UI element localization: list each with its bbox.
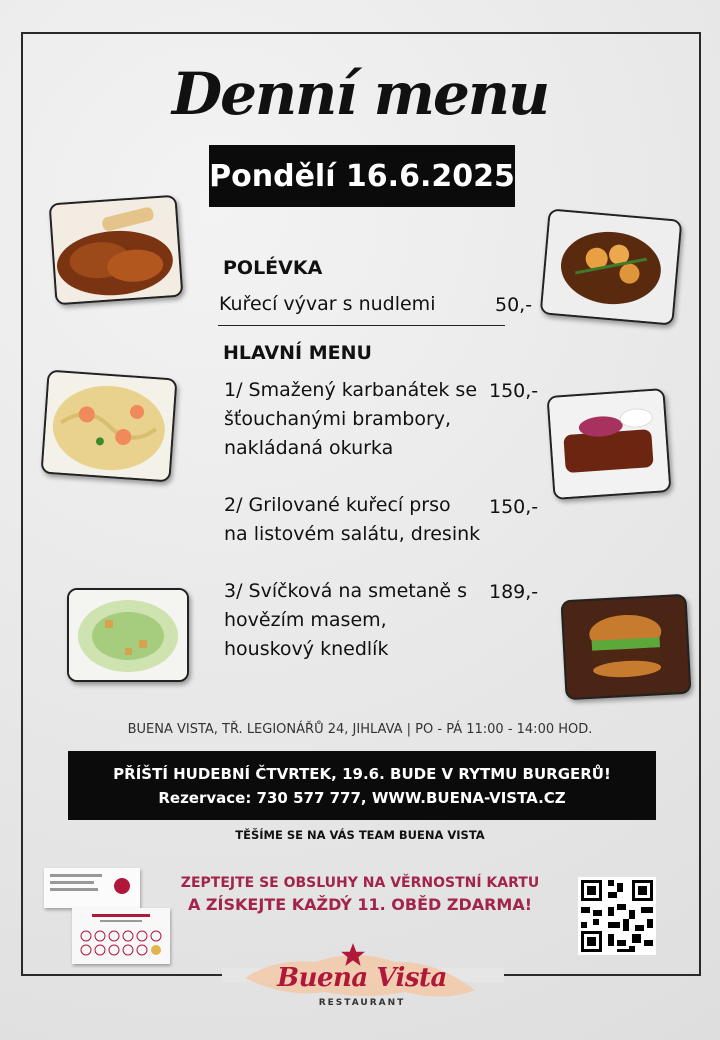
loyalty-line-1: ZEPTEJTE SE OBSLUHY NA VĚRNOSTNÍ KARTU <box>180 875 540 891</box>
date-banner <box>209 145 515 207</box>
photo-grilled-chicken <box>49 195 184 306</box>
main-item-1-line-2: šťouchanými brambory, <box>224 408 452 430</box>
photo-shrimp-pasta <box>41 370 178 483</box>
main-item-1-line-1: 1/ Smažený karbanátek se <box>224 379 478 401</box>
main-item-3-price: 189,- <box>489 581 539 603</box>
photo-ribs <box>547 388 672 500</box>
team-greeting: TĚŠÍME SE NA VÁS TEAM BUENA VISTA <box>235 828 485 842</box>
main-item-3 <box>224 577 467 664</box>
event-banner-line-2: Rezervace: 730 577 777, WWW.BUENA-VISTA.CZ <box>158 788 566 807</box>
qr-code-icon[interactable] <box>578 877 656 955</box>
soup-item: Kuřecí vývar s nudlemi <box>219 293 436 315</box>
main-item-2 <box>224 491 480 549</box>
date-text: Pondělí 16.6.2025 <box>209 158 515 194</box>
page-title: Denní menu <box>171 60 549 128</box>
main-item-1-line-3: nakládaná okurka <box>224 437 394 459</box>
divider <box>218 325 505 326</box>
main-item-1 <box>224 376 477 463</box>
photo-potato-dish <box>540 208 683 325</box>
main-item-1-price: 150,- <box>489 380 539 402</box>
logo-name: Buena Vista <box>277 963 447 993</box>
loyalty-line-2: A ZÍSKEJTE KAŽDÝ 11. OBĚD ZDARMA! <box>187 895 533 914</box>
main-item-3-line-3: houskový knedlík <box>224 638 389 660</box>
loyalty-card-back <box>72 908 170 964</box>
loyalty-card-front <box>44 868 140 908</box>
main-heading: HLAVNÍ MENU <box>223 342 372 364</box>
event-banner <box>68 751 656 820</box>
soup-heading: POLÉVKA <box>223 257 323 279</box>
main-item-2-line-1: 2/ Grilované kuřecí prso <box>224 494 451 516</box>
logo-subtitle: RESTAURANT <box>318 998 406 1008</box>
event-banner-line-1: PŘÍŠTÍ HUDEBNÍ ČTVRTEK, 19.6. BUDE V RYTMU BURGERŮ! <box>113 764 611 783</box>
photo-caesar-salad <box>67 588 189 682</box>
address-line: BUENA VISTA, TŘ. LEGIONÁŘŮ 24, JIHLAVA | PO - PÁ 11:00 - 14:00 HOD. <box>127 722 593 737</box>
main-item-3-line-2: hovězím masem, <box>224 609 387 631</box>
main-item-2-line-2: na listovém salátu, dresink <box>224 523 481 545</box>
photo-burger <box>560 594 691 700</box>
soup-price: 50,- <box>495 294 533 316</box>
main-item-3-line-1: 3/ Svíčková na smetaně s <box>224 580 468 602</box>
loyalty-promo <box>170 872 550 916</box>
main-item-2-price: 150,- <box>489 496 539 518</box>
